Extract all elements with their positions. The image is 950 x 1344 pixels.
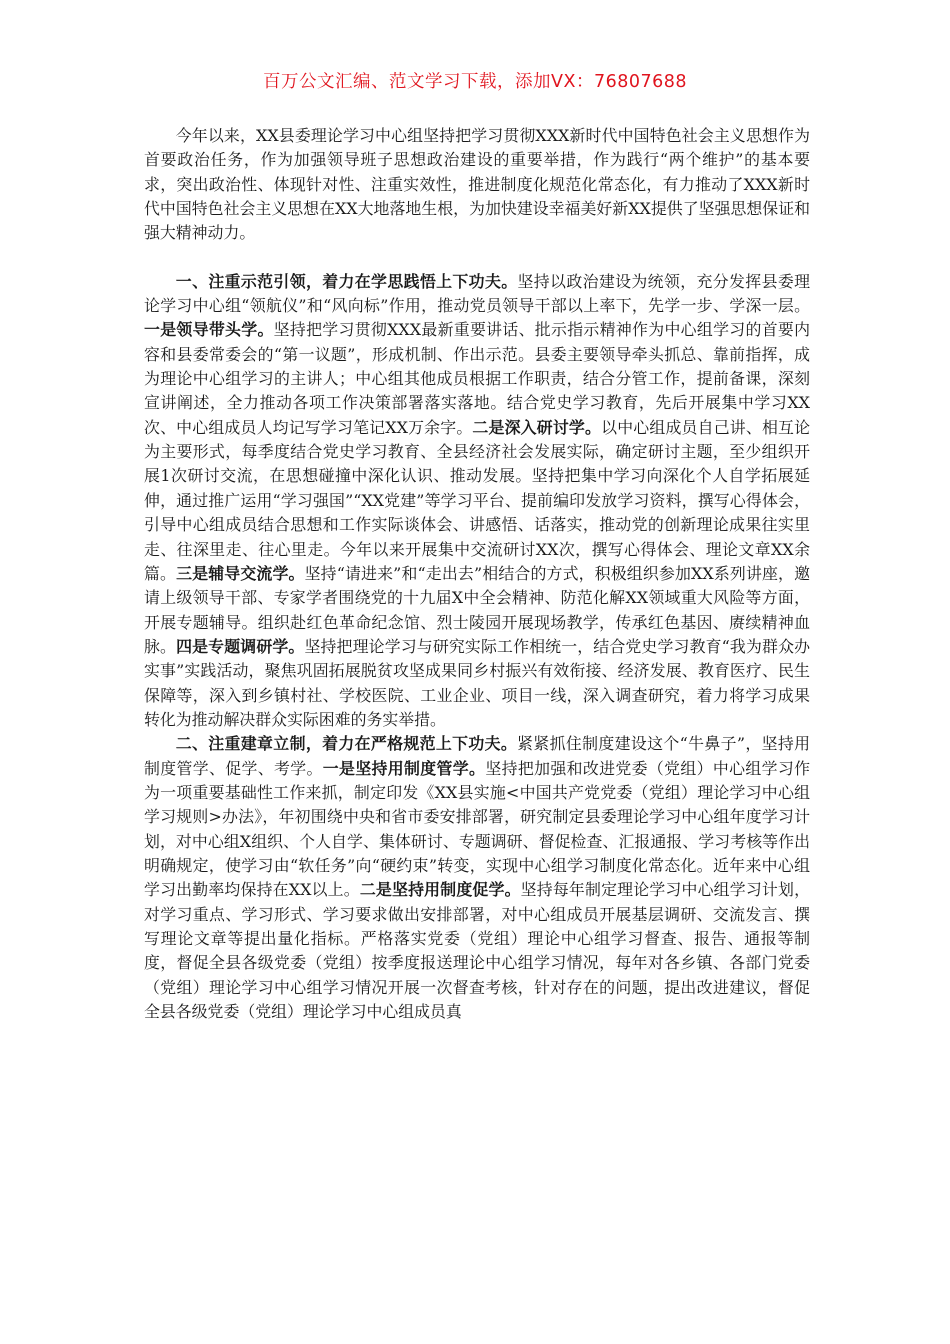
- section-1-heading: 一、注重示范引领，着力在学思践悟上下功夫。: [175, 271, 518, 291]
- section-1-text-d: 坚持“请进来”和“走出去”相结合的方式，积极组织参加XX系列讲座，邀请上级领导干部、专家学者围绕党的十九届X中全会精神、防范化解XX领域重大风险等方面，开展专题辅导。组织赴红色革命纪念馆、烈士陵园开展现场教学，传承红色基因、赓续精神血脉。: [144, 563, 811, 656]
- section-2-heading: 二、注重建章立制，着力在严格规范上下功夫。: [175, 734, 518, 754]
- section-2-paragraph: [144, 732, 810, 1024]
- section-2-text-c: 坚持每年制定理论学习中心组学习计划，对学习重点、学习形式、学习要求做出安排部署，对中心组成员开展基层调研、交流发言、撰写理论文章等提出量化指标。严格落实党委（党组）理论中心组学习督查、报告、通报等制度，督促全县各级党委（党组）按季度报送理论中心组学习情况，每年对各乡镇、各部门党委（党组）理论学习中心组学习情况开展一次督查考核，针对存在的问题，提出改进建议，督促全县各级党委（党组）理论学习中心组成员真: [144, 880, 810, 1022]
- section-2-text-b: 坚持把加强和改进党委（党组）中心组学习作为一项重要基础性工作来抓，制定印发《XX县实施<中国共产党党委（党组）理论学习中心组学习规则>办法》，年初围绕中央和省市委安排部署，研究制定县委理论学习中心组年度学习计划，对中心组X组织、个人自学、集体研讨、专题调研、督促检查、汇报通报、学习考核等作出明确规定，使学习由“软任务”向“硬约束”转变，实现中心组学习制度化常态化。近年来中心组学习出勤率均保持在XX以上。: [144, 758, 811, 900]
- section-1-text-c: 以中心组成员自己讲、相互论为主要形式，每季度结合党史学习教育、全县经济社会发展实际，确定研讨主题，至少组织开展1次研讨交流，在思想碰撞中深化认识、推动发展。坚持把集中学习向深化个人自学拓展延伸，通过推广运用“学习强国”“XX党建”等学习平台、提前编印发放学习资料，撰写心得体会，引导中心组成员结合思想和工作实际谈体会、讲感悟、话落实，推动党的创新理论成果往实里走、往深里走、往心里走。今年以来开展集中交流研讨XX次，撰写心得体会、理论文章XX余篇。: [144, 417, 811, 583]
- section-1-subheading-2: 二是深入研讨学。: [472, 417, 602, 437]
- section-1-text-b: 坚持把学习贯彻XXX最新重要讲话、批示指示精神作为中心组学习的首要内容和县委常委会的“第一议题”，形成机制、作出示范。县委主要领导牵头抓总、靠前指挥，成为理论中心组学习的主讲人；中心组其他成员根据工作职责，结合分管工作，提前备课，深刻宣讲阐述，全力推动各项工作决策部署落实落地。结合党史学习教育，先后开展集中学习XX次、中心组成员人均记写学习笔记XX万余字。: [144, 320, 811, 437]
- section-1-subheading-1: 一是领导带头学。: [144, 320, 274, 340]
- document-body: [144, 124, 810, 1024]
- section-1-subheading-4: 四是专题调研学。: [176, 636, 305, 656]
- section-2-subheading-1: 一是坚持用制度管学。: [322, 758, 486, 778]
- section-1-paragraph: [144, 270, 810, 733]
- intro-paragraph: 今年以来，XX县委理论学习中心组坚持把学习贯彻XXX新时代中国特色社会主义思想作为首要政治任务，作为加强领导班子思想政治建设的重要举措，作为践行“两个维护”的基本要求，突出政治性、体现针对性、注重实效性，推进制度化规范化常态化，有力推动了XXX新时代中国特色社会主义思想在XX大地落地生根，为加快建设幸福美好新XX提供了坚强思想保证和强大精神动力。: [144, 126, 810, 243]
- section-1-text-e: 坚持把理论学习与研究实际工作相统一，结合党史学习教育“我为群众办实事”实践活动，聚焦巩固拓展脱贫攻坚成果同乡村振兴有效衔接、经济发展、教育医疗、民生保障等，深入到乡镇村社、学校医院、工业企业、项目一线，深入调查研究，着力将学习成果转化为推动解决群众实际困难的务实举措。: [144, 636, 811, 729]
- section-2-subheading-2: 二是坚持用制度促学。: [359, 880, 521, 900]
- section-1-subheading-3: 三是辅导交流学。: [176, 563, 305, 583]
- section-1-text-a: 坚持以政治建设为统领，充分发挥县委理论学习中心组“领航仪”和“风向标”作用，推动党员领导干部以上率下，先学一步、学深一层。: [144, 271, 811, 316]
- promo-banner: 百万公文汇编、范文学习下载，添加VX：76807688: [262, 72, 688, 92]
- section-2-text-a: 紧紧抓住制度建设这个“牛鼻子”，坚持用制度管学、促学、考学。: [144, 734, 811, 778]
